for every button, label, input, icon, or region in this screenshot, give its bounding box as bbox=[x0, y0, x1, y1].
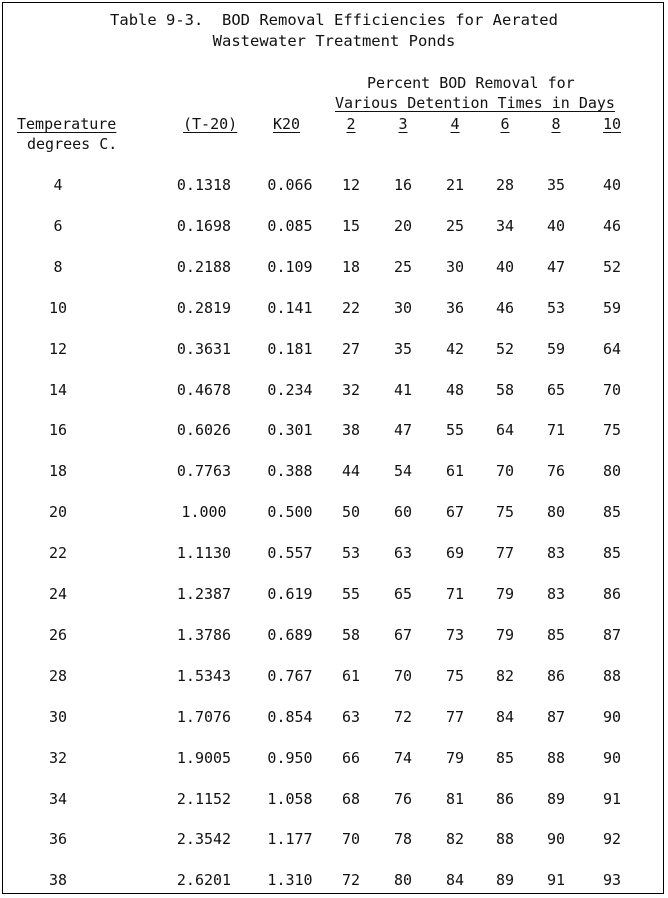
k20-cell: 0.388 bbox=[267, 462, 313, 481]
temperature-cell: 26 bbox=[48, 625, 68, 644]
t20-cell: 0.4678 bbox=[176, 380, 232, 399]
removal-cell-day-6: 70 bbox=[495, 462, 515, 481]
k20-cell: 0.109 bbox=[267, 257, 313, 276]
removal-cell-day-2: 18 bbox=[341, 257, 361, 276]
removal-cell-day-2: 50 bbox=[341, 503, 361, 522]
temperature-cell: 36 bbox=[48, 830, 68, 849]
temperature-cell: 18 bbox=[48, 462, 68, 481]
removal-cell-day-2: 58 bbox=[341, 625, 361, 644]
removal-cell-day-4: 69 bbox=[445, 544, 465, 563]
removal-cell-day-6: 75 bbox=[495, 503, 515, 522]
removal-cell-day-8: 35 bbox=[546, 176, 566, 194]
removal-cell-day-10: 86 bbox=[602, 585, 622, 603]
t20-cell: 0.1698 bbox=[176, 216, 232, 235]
temperature-header: Temperature bbox=[17, 115, 117, 133]
removal-cell-day-8: 83 bbox=[546, 585, 566, 603]
temperature-cell: 22 bbox=[48, 544, 68, 563]
temperature-cell: 20 bbox=[48, 503, 68, 522]
removal-cell-day-10: 93 bbox=[602, 871, 622, 890]
removal-cell-day-4: 84 bbox=[445, 871, 465, 890]
removal-cell-day-3: 72 bbox=[393, 707, 413, 726]
removal-cell-day-6: 77 bbox=[495, 544, 515, 563]
removal-cell-day-6: 86 bbox=[495, 789, 515, 808]
removal-cell-day-8: 87 bbox=[546, 707, 566, 726]
temperature-cell: 10 bbox=[48, 298, 68, 317]
group-header-line2: Various Detention Times in Days bbox=[335, 94, 615, 112]
removal-cell-day-10: 52 bbox=[602, 257, 622, 276]
removal-cell-day-2: 68 bbox=[341, 789, 361, 808]
removal-cell-day-10: 64 bbox=[602, 339, 622, 358]
removal-cell-day-8: 86 bbox=[546, 666, 566, 685]
removal-cell-day-4: 79 bbox=[445, 748, 465, 767]
removal-cell-day-6: 85 bbox=[495, 748, 515, 767]
removal-cell-day-3: 76 bbox=[393, 789, 413, 808]
k20-cell: 0.301 bbox=[267, 421, 313, 440]
removal-cell-day-10: 88 bbox=[602, 666, 622, 685]
removal-cell-day-2: 53 bbox=[341, 544, 361, 563]
removal-cell-day-8: 90 bbox=[546, 830, 566, 849]
k20-cell: 0.181 bbox=[267, 339, 313, 358]
k20-cell: 0.141 bbox=[267, 298, 313, 317]
removal-cell-day-4: 71 bbox=[445, 585, 465, 603]
removal-cell-day-10: 92 bbox=[602, 830, 622, 849]
removal-cell-day-2: 15 bbox=[341, 216, 361, 235]
removal-cell-day-4: 82 bbox=[445, 830, 465, 849]
t20-cell: 2.1152 bbox=[176, 789, 232, 808]
removal-cell-day-4: 36 bbox=[445, 298, 465, 317]
temperature-cell: 14 bbox=[48, 380, 68, 399]
removal-cell-day-10: 75 bbox=[602, 421, 622, 440]
removal-cell-day-4: 25 bbox=[445, 216, 465, 235]
removal-cell-day-6: 34 bbox=[495, 216, 515, 235]
k20-cell: 0.085 bbox=[267, 216, 313, 235]
removal-cell-day-8: 88 bbox=[546, 748, 566, 767]
temperature-cell: 28 bbox=[48, 666, 68, 685]
removal-cell-day-3: 65 bbox=[393, 585, 413, 603]
removal-cell-day-10: 85 bbox=[602, 503, 622, 522]
table-title-line1: Table 9-3. BOD Removal Efficiencies for Aerated bbox=[110, 11, 558, 29]
removal-cell-day-10: 90 bbox=[602, 748, 622, 767]
removal-cell-day-8: 85 bbox=[546, 625, 566, 644]
removal-cell-day-3: 30 bbox=[393, 298, 413, 317]
temperature-cell: 8 bbox=[53, 257, 63, 276]
k20-header bbox=[273, 115, 300, 133]
removal-cell-day-2: 55 bbox=[341, 585, 361, 603]
removal-cell-day-10: 70 bbox=[602, 380, 622, 399]
t20-cell: 2.3542 bbox=[176, 830, 232, 849]
removal-cell-day-8: 71 bbox=[546, 421, 566, 440]
temperature-cell: 6 bbox=[53, 216, 63, 235]
removal-cell-day-8: 47 bbox=[546, 257, 566, 276]
removal-cell-day-8: 59 bbox=[546, 339, 566, 358]
removal-cell-day-2: 32 bbox=[341, 380, 361, 399]
removal-cell-day-3: 74 bbox=[393, 748, 413, 767]
removal-cell-day-6: 79 bbox=[495, 585, 515, 603]
removal-cell-day-4: 55 bbox=[445, 421, 465, 440]
k-letter: K bbox=[273, 115, 283, 133]
t20-cell: 1.000 bbox=[181, 503, 227, 522]
removal-cell-day-6: 79 bbox=[495, 625, 515, 644]
removal-cell-day-6: 52 bbox=[495, 339, 515, 358]
k-subscript: 20 bbox=[282, 115, 301, 133]
day-header-10: 10 bbox=[602, 115, 622, 133]
k20-cell: 0.557 bbox=[267, 544, 313, 563]
removal-cell-day-4: 61 bbox=[445, 462, 465, 481]
removal-cell-day-8: 40 bbox=[546, 216, 566, 235]
temperature-cell: 32 bbox=[48, 748, 68, 767]
removal-cell-day-4: 75 bbox=[445, 666, 465, 685]
t20-cell: 0.1318 bbox=[176, 176, 232, 194]
t20-cell: 0.3631 bbox=[176, 339, 232, 358]
removal-cell-day-8: 91 bbox=[546, 871, 566, 890]
removal-cell-day-4: 73 bbox=[445, 625, 465, 644]
removal-cell-day-10: 40 bbox=[602, 176, 622, 194]
removal-cell-day-8: 53 bbox=[546, 298, 566, 317]
removal-cell-day-2: 66 bbox=[341, 748, 361, 767]
removal-cell-day-4: 77 bbox=[445, 707, 465, 726]
k20-cell: 0.619 bbox=[267, 585, 313, 603]
removal-cell-day-3: 78 bbox=[393, 830, 413, 849]
temperature-cell: 38 bbox=[48, 871, 68, 890]
removal-cell-day-8: 80 bbox=[546, 503, 566, 522]
removal-cell-day-6: 89 bbox=[495, 871, 515, 890]
removal-cell-day-4: 42 bbox=[445, 339, 465, 358]
table-title-line2: Wastewater Treatment Ponds bbox=[212, 32, 456, 50]
removal-cell-day-2: 44 bbox=[341, 462, 361, 481]
removal-cell-day-6: 84 bbox=[495, 707, 515, 726]
k20-cell: 0.689 bbox=[267, 625, 313, 644]
temperature-cell: 16 bbox=[48, 421, 68, 440]
removal-cell-day-3: 60 bbox=[393, 503, 413, 522]
t20-cell: 1.1130 bbox=[176, 544, 232, 563]
k20-cell: 1.058 bbox=[267, 789, 313, 808]
day-header-2: 2 bbox=[346, 115, 356, 133]
t20-cell: 1.2387 bbox=[176, 585, 232, 603]
k20-cell: 0.767 bbox=[267, 666, 313, 685]
removal-cell-day-6: 40 bbox=[495, 257, 515, 276]
removal-cell-day-6: 46 bbox=[495, 298, 515, 317]
removal-cell-day-8: 89 bbox=[546, 789, 566, 808]
k20-cell: 0.950 bbox=[267, 748, 313, 767]
day-header-6: 6 bbox=[500, 115, 510, 133]
removal-cell-day-3: 20 bbox=[393, 216, 413, 235]
removal-cell-day-3: 35 bbox=[393, 339, 413, 358]
removal-cell-day-10: 59 bbox=[602, 298, 622, 317]
removal-cell-day-2: 12 bbox=[341, 176, 361, 194]
removal-cell-day-6: 88 bbox=[495, 830, 515, 849]
removal-cell-day-2: 63 bbox=[341, 707, 361, 726]
day-header-8: 8 bbox=[551, 115, 561, 133]
k20-cell: 1.177 bbox=[267, 830, 313, 849]
removal-cell-day-10: 91 bbox=[602, 789, 622, 808]
removal-cell-day-6: 58 bbox=[495, 380, 515, 399]
temperature-unit: degrees C. bbox=[27, 135, 118, 153]
removal-cell-day-8: 83 bbox=[546, 544, 566, 563]
t20-header: (T-20) bbox=[183, 115, 238, 133]
temperature-cell: 4 bbox=[53, 176, 63, 194]
temperature-cell: 34 bbox=[48, 789, 68, 808]
removal-cell-day-2: 61 bbox=[341, 666, 361, 685]
day-header-3: 3 bbox=[398, 115, 408, 133]
removal-cell-day-2: 22 bbox=[341, 298, 361, 317]
removal-cell-day-3: 47 bbox=[393, 421, 413, 440]
t20-cell: 1.3786 bbox=[176, 625, 232, 644]
removal-cell-day-10: 80 bbox=[602, 462, 622, 481]
t20-cell: 1.7076 bbox=[176, 707, 232, 726]
k20-cell: 0.500 bbox=[267, 503, 313, 522]
removal-cell-day-3: 80 bbox=[393, 871, 413, 890]
removal-cell-day-10: 46 bbox=[602, 216, 622, 235]
removal-cell-day-3: 41 bbox=[393, 380, 413, 399]
t20-cell: 2.6201 bbox=[176, 871, 232, 890]
t20-cell: 1.5343 bbox=[176, 666, 232, 685]
removal-cell-day-4: 48 bbox=[445, 380, 465, 399]
removal-cell-day-8: 65 bbox=[546, 380, 566, 399]
temperature-cell: 30 bbox=[48, 707, 68, 726]
temperature-cell: 12 bbox=[48, 339, 68, 358]
temperature-cell: 24 bbox=[48, 585, 68, 603]
removal-cell-day-6: 82 bbox=[495, 666, 515, 685]
removal-cell-day-10: 90 bbox=[602, 707, 622, 726]
removal-cell-day-6: 28 bbox=[495, 176, 515, 194]
removal-cell-day-10: 85 bbox=[602, 544, 622, 563]
removal-cell-day-10: 87 bbox=[602, 625, 622, 644]
removal-cell-day-2: 27 bbox=[341, 339, 361, 358]
t20-cell: 0.6026 bbox=[176, 421, 232, 440]
removal-cell-day-3: 54 bbox=[393, 462, 413, 481]
removal-cell-day-2: 70 bbox=[341, 830, 361, 849]
k20-cell: 0.066 bbox=[267, 176, 313, 194]
t20-cell: 0.2188 bbox=[176, 257, 232, 276]
removal-cell-day-3: 67 bbox=[393, 625, 413, 644]
removal-cell-day-2: 72 bbox=[341, 871, 361, 890]
removal-cell-day-6: 64 bbox=[495, 421, 515, 440]
t20-cell: 0.2819 bbox=[176, 298, 232, 317]
removal-cell-day-3: 25 bbox=[393, 257, 413, 276]
removal-cell-day-2: 38 bbox=[341, 421, 361, 440]
k20-cell: 0.854 bbox=[267, 707, 313, 726]
removal-cell-day-4: 21 bbox=[445, 176, 465, 194]
removal-cell-day-4: 30 bbox=[445, 257, 465, 276]
day-header-4: 4 bbox=[450, 115, 460, 133]
group-header-line1: Percent BOD Removal for bbox=[367, 74, 575, 92]
removal-cell-day-3: 16 bbox=[393, 176, 413, 194]
removal-cell-day-3: 70 bbox=[393, 666, 413, 685]
t20-cell: 0.7763 bbox=[176, 462, 232, 481]
removal-cell-day-4: 81 bbox=[445, 789, 465, 808]
k20-cell: 0.234 bbox=[267, 380, 313, 399]
removal-cell-day-3: 63 bbox=[393, 544, 413, 563]
t20-cell: 1.9005 bbox=[176, 748, 232, 767]
k20-cell: 1.310 bbox=[267, 871, 313, 890]
removal-cell-day-8: 76 bbox=[546, 462, 566, 481]
removal-cell-day-4: 67 bbox=[445, 503, 465, 522]
